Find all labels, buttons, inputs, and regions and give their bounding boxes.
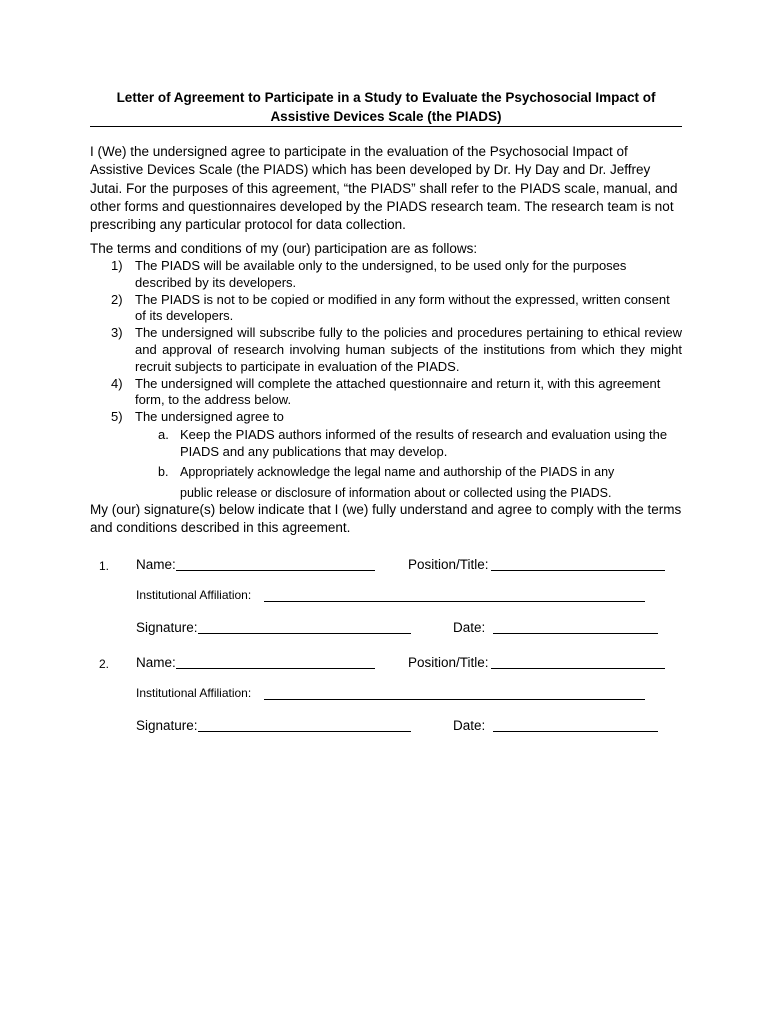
position-title-field[interactable] <box>491 556 665 571</box>
term-number: 2) <box>111 291 123 307</box>
signature-label: Signature: <box>136 620 198 635</box>
subterm-text-line-2: public release or disclosure of information about or collected using the PIADS. <box>180 485 612 500</box>
subterm-text-line-1: Appropriately acknowledge the legal name and authorship of the PIADS in any <box>180 464 615 479</box>
date-field[interactable] <box>493 717 658 732</box>
subterm-letter: b. <box>158 464 169 479</box>
institutional-affiliation-label: Institutional Affiliation: <box>136 588 252 602</box>
term-text: The PIADS will be available only to the undersigned, to be used only for the purposes described by its developers. <box>135 258 627 290</box>
title-line-1: Letter of Agreement to Participate in a Study to Evaluate the Psychosocial Impact of <box>116 90 656 105</box>
subterm-text: Keep the PIADS authors informed of the results of research and evaluation using the PIADS and any publications that may develop. <box>180 426 668 459</box>
subterm-item <box>90 460 682 506</box>
block-number: 2. <box>99 657 110 671</box>
institutional-affiliation-field[interactable] <box>264 587 645 602</box>
terms-heading: The terms and conditions of my (our) participation are as follows: <box>90 241 478 256</box>
term-item <box>90 409 682 426</box>
subterm-item <box>90 426 682 460</box>
institutional-affiliation-label: Institutional Affiliation: <box>136 686 252 700</box>
position-title-field[interactable] <box>491 654 665 669</box>
name-row <box>0 556 770 573</box>
name-label: Name: <box>136 557 176 572</box>
signature-field[interactable] <box>198 717 411 732</box>
document-title <box>90 88 682 126</box>
date-label: Date: <box>453 718 486 733</box>
signature-row <box>0 717 770 734</box>
position-title-label: Position/Title: <box>408 557 489 572</box>
term-item <box>90 376 682 410</box>
term-number: 3) <box>111 325 123 341</box>
term-number: 5) <box>111 409 123 425</box>
signature-field[interactable] <box>198 619 411 634</box>
closing-paragraph: My (our) signature(s) below indicate that I (we) fully understand and agree to comply with the terms and conditions described in this agreement. <box>90 502 682 536</box>
date-label: Date: <box>453 620 486 635</box>
term-text: The PIADS is not to be copied or modified in any form without the expressed, written consent of its developers. <box>135 291 670 324</box>
name-field[interactable] <box>176 654 375 669</box>
position-title-label: Position/Title: <box>408 655 489 670</box>
title-underline <box>90 126 682 127</box>
term-number: 4) <box>111 375 123 391</box>
term-text: The undersigned agree to <box>135 409 284 425</box>
name-field[interactable] <box>176 556 375 571</box>
affiliation-row <box>0 685 770 702</box>
date-field[interactable] <box>493 619 658 634</box>
terms-list <box>90 258 682 506</box>
name-label: Name: <box>136 655 176 670</box>
term-item <box>90 325 682 375</box>
term-text: The undersigned will complete the attached questionnaire and return it, with this agreement form, to the address below. <box>135 375 661 408</box>
affiliation-row <box>0 587 770 604</box>
signature-row <box>0 619 770 636</box>
term-text: The undersigned will subscribe fully to the policies and procedures pertaining to ethical review and approval of research involving human subjects of the institutions from which they might recruit subjects to participate in evaluation of the PIADS. <box>135 325 682 374</box>
term-number: 1) <box>111 258 123 273</box>
signature-label: Signature: <box>136 718 198 733</box>
intro-paragraph: I (We) the undersigned agree to participate in the evaluation of the Psychosocial Impact of Assistive Devices Scale (the PIADS) which has been developed by Dr. Hy Day and Dr. Jeffrey Jutai. For the purposes of this agreement, “the PIADS” shall refer to the PIADS scale, manual, and other forms and questionnaires developed by the PIADS research team. The research team is not prescribing any particular protocol for data collection. <box>90 144 678 233</box>
block-number: 1. <box>99 559 110 573</box>
title-line-2: Assistive Devices Scale (the PIADS) <box>270 109 502 124</box>
subterm-letter: a. <box>158 426 169 442</box>
name-row <box>0 654 770 671</box>
term-item <box>90 258 682 292</box>
institutional-affiliation-field[interactable] <box>264 685 645 700</box>
term-item <box>90 292 682 326</box>
